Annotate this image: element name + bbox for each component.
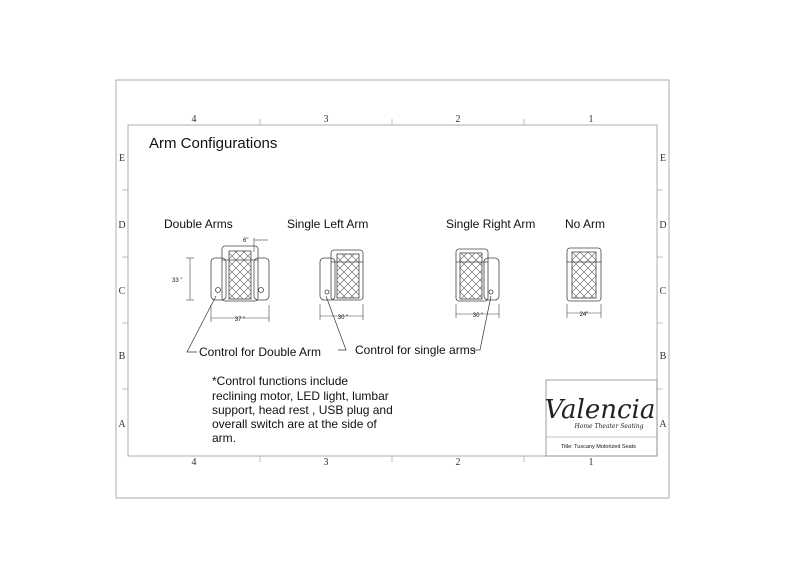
seat-single-left-arm xyxy=(320,250,363,300)
zone-col-bottom-2: 2 xyxy=(455,457,461,468)
brand-logo: Valencia xyxy=(544,395,656,425)
seat-no-arm xyxy=(567,248,601,301)
config-label-single-right-arm: Single Right Arm xyxy=(446,217,536,231)
seat-single-right-arm xyxy=(456,249,499,301)
zone-col-bottom-4: 4 xyxy=(191,457,197,468)
note-line-3: support, head rest , USB plug and xyxy=(212,403,393,417)
zone-col-top-3: 3 xyxy=(323,114,329,125)
title-block xyxy=(545,380,657,456)
zone-col-top-1: 1 xyxy=(588,114,594,125)
zone-row-left-a: A xyxy=(118,419,126,430)
title-block-title: Title: Tuscany Motorized Seats xyxy=(561,444,636,450)
dim-width-double-label: 37 " xyxy=(234,317,246,323)
config-label-single-left-arm: Single Left Arm xyxy=(287,217,369,231)
dim-width-none-label: 24" xyxy=(579,312,589,318)
zone-col-top-2: 2 xyxy=(455,114,461,125)
zone-col-bottom-1: 1 xyxy=(588,457,594,468)
note-line-5: arm. xyxy=(212,431,236,445)
dim-arm-width-label: 6" xyxy=(243,238,249,244)
control-note xyxy=(212,374,393,445)
config-label-double-arms: Double Arms xyxy=(164,217,233,231)
zone-row-right-e: E xyxy=(659,153,667,164)
dim-width-right-label: 30 " xyxy=(472,313,484,319)
callout-double-arm: Control for Double Arm xyxy=(199,345,322,359)
zone-row-left-b: B xyxy=(118,351,126,362)
note-line-4: overall switch are at the side of xyxy=(212,417,377,431)
callout-single-arms: Control for single arms xyxy=(355,343,476,357)
zone-row-right-c: C xyxy=(659,286,667,297)
zone-col-bottom-3: 3 xyxy=(323,457,329,468)
zone-row-left-c: C xyxy=(118,286,126,297)
note-line-2: reclining motor, LED light, lumbar xyxy=(212,389,389,403)
note-line-1: *Control functions include xyxy=(212,374,349,388)
zone-row-right-d: D xyxy=(659,220,667,231)
brand-tagline: Home Theater Seating xyxy=(574,423,644,430)
config-label-no-arm: No Arm xyxy=(565,217,606,231)
zone-row-right-b: B xyxy=(659,351,667,362)
dim-height xyxy=(186,258,194,300)
zone-row-left-d: D xyxy=(118,220,126,231)
sheet-title: Arm Configurations xyxy=(149,135,278,152)
dim-height-label: 33 " xyxy=(172,278,183,284)
zone-row-right-a: A xyxy=(659,419,667,430)
zone-col-top-4: 4 xyxy=(191,114,197,125)
zone-row-left-e: E xyxy=(118,153,126,164)
dim-arm-width xyxy=(254,238,268,252)
dim-width-left-label: 30 " xyxy=(337,315,349,321)
seat-double-arms xyxy=(211,246,269,301)
